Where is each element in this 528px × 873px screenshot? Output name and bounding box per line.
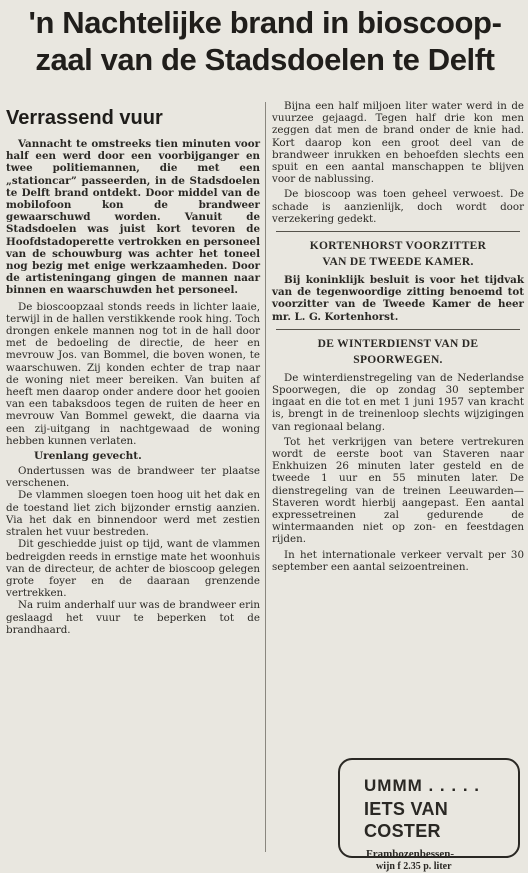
winterdienst-title-line-1: DE WINTERDIENST VAN DE <box>317 337 479 350</box>
article-paragraph: Na ruim anderhalf uur was de brandweer erin geslaagd het vuur te beperken tot de brandhaard. <box>6 599 260 636</box>
article-paragraph: Vannacht te omstreeks tien minuten voor half een werd door een voorbijganger en twee politiemannen, die met een „stationcar” passeerden, in de Stadsdoelen te Delft brand ontdekt. Door middel van de mobilofoon kon de brandweer gewaarschuwd worden. Vanuit de Stadsdoelen was juist kort tevoren de Hoofdstadoperette vertrokken en personeel van de schouwburg was achter het toneel nog bezig met enige werkzaamheden. Door de artisteningang gingen de mannen naar binnen en waarschuwden het personeel. <box>6 138 260 297</box>
kortenhorst-title-line-1: KORTENHORST VOORZITTER <box>309 240 487 253</box>
winterdienst-title <box>272 336 524 368</box>
right-column <box>272 100 524 852</box>
headline <box>6 4 524 78</box>
coster-advertisement <box>338 758 520 872</box>
kortenhorst-title-line-2: VAN DE TWEEDE KAMER. <box>322 256 474 269</box>
winterdienst-paragraph: Tot het verkrijgen van betere vertrekuren wordt de eerste boot van Staveren naar Enkhuizen 26 minuten later gesteld en de tweede 1 uur en 55 minuten later. De dienstregeling van de treinen Leeuwarden—Staveren wordt hierbij aangepast. Een aantal expressetreinen zal gedurende de wintermaanden niet op zon- en feestdagen rijden. <box>272 435 524 546</box>
article-paragraph: De bioscoopzaal stonds reeds in lichter laaie, terwijl in de hallen verstikkende rook hing. Toch drongen enkele mannen nog tot in de hall door met de bedoeling de directie, de heer en mevrouw Jos. van Bommel, die boven wonen, te waarschuwen. Zij konden echter de trap naar de woning niet meer bereiken. Van buiten af heeft men daarop onder andere door het gooien van een tabaksdoos tegen de ruiten de heer en mevrouw Van Bommel gewekt, die daarna via een zij-uitgang in nachtgewaad de woning hebben kunnen verlaten. <box>6 300 260 447</box>
winterdienst-paragraph: De winterdienstregeling van de Nederlandse Spoorwegen, die op zondag 30 september ingaat en die tot en met 1 juni 1957 van kracht is, brengt in de treinenloop slechts wijzigingen van regionaal belang. <box>272 371 524 433</box>
ad-line-3: Frambozenbessen- <box>366 848 454 860</box>
section-divider <box>276 329 520 330</box>
article-paragraph: Ondertussen was de brandweer ter plaatse verschenen. <box>6 465 260 490</box>
article-paragraph: De bioscoop was toen geheel verwoest. De schade is aanzienlijk, doch wordt door verzekering gedekt. <box>272 188 524 225</box>
ad-line-1: UMMM . . . . . <box>364 776 480 795</box>
article-paragraph: Dit geschiedde juist op tijd, want de vlammen bedreigden reeds in ernstige mate het woonhuis van de directeur, de achter de bioscoop gelegen grote foyer en de daaraan grenzende vertrekken. <box>6 538 260 600</box>
headline-line-2: zaal van de Stadsdoelen te Delft <box>35 42 495 77</box>
headline-line-1: 'n Nachtelijke brand in bioscoop- <box>28 5 502 40</box>
ad-line-2: IETS VAN COSTER <box>364 799 449 841</box>
article-paragraph: De vlammen sloegen toen hoog uit het dak en de toestand liet zich bijzonder ernstig aanzien. Via het dak en binnendoor werd met zestien stralen het vuur bestreden. <box>6 489 260 539</box>
minor-heading: Urenlang gevecht. <box>34 450 142 463</box>
ad-line-4: wijn f 2.35 p. liter <box>376 861 452 872</box>
article-subhead: Verrassend vuur <box>6 107 163 129</box>
column-divider <box>265 102 266 852</box>
article-paragraph: Bijna een half miljoen liter water werd in de vuurzee gejaagd. Tegen half drie kon men zeggen dat men de brand onder de knie had. Kort daarop kon een groot deel van de brandweer inrukken en behoefden slechts een spuit en een aantal manschappen te blijven voor de nablussing. <box>272 100 524 186</box>
winterdienst-title-line-2: SPOORWEGEN. <box>353 353 443 366</box>
section-divider <box>276 231 520 232</box>
kortenhorst-text: Bij koninklijk besluit is voor het tijdvak van de tegenwoordige zitting benoemd tot voorzitter van de Tweede Kamer de heer mr. L. G. Kortenhorst. <box>272 274 524 323</box>
kortenhorst-title <box>272 238 524 270</box>
winterdienst-paragraph: In het internationale verkeer vervalt per 30 september een aantal seizoentreinen. <box>272 548 524 573</box>
left-column <box>6 106 260 852</box>
